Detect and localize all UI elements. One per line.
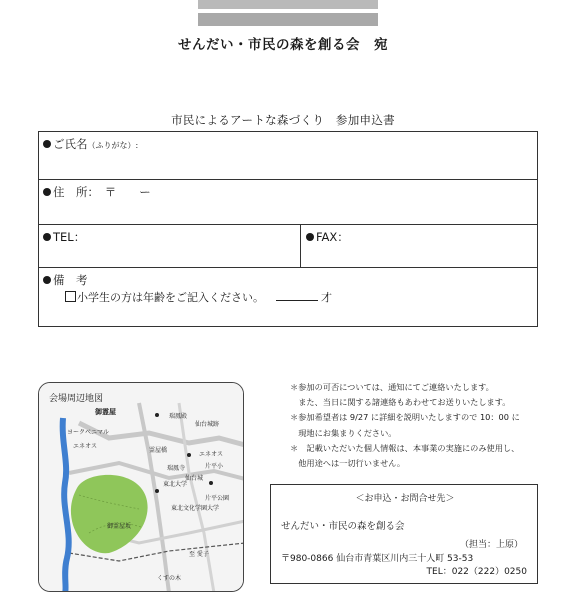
- contact-person: （担当：上原）: [459, 540, 523, 550]
- map-label: 仙台城跡: [195, 421, 220, 428]
- note-line: 現地にお集まりください。: [290, 427, 397, 438]
- elementary-student-checkbox[interactable]: [65, 291, 76, 302]
- bullet-icon: [43, 188, 51, 196]
- map-label: エネオス: [199, 451, 223, 458]
- contact-box: [270, 484, 538, 584]
- note-line: また、当日に関する諸連絡もあわせてお送りいたします。: [290, 397, 511, 408]
- contact-address: 〒980-0866 仙台市青葉区川内三十人町 53-53: [281, 554, 474, 564]
- bullet-icon: [43, 233, 51, 241]
- map-marker: [209, 481, 213, 485]
- name-label: [43, 136, 138, 152]
- age-note-line: [65, 289, 332, 305]
- phone-fax-row: [39, 224, 537, 267]
- map-label: 霊屋橋: [149, 447, 168, 454]
- map-label: 仙台城: [185, 475, 204, 482]
- map-label: 東北文化学園大学: [171, 505, 220, 512]
- map-marker: [187, 453, 191, 457]
- map-label: 至 愛子: [189, 551, 209, 558]
- remarks-row[interactable]: [39, 267, 537, 326]
- tel-label-text: TEL：: [53, 230, 86, 244]
- fax-label[interactable]: [306, 229, 349, 245]
- age-input-blank[interactable]: [276, 291, 318, 301]
- map-label: 御霊屋坂: [107, 523, 132, 530]
- notes-block: [290, 380, 560, 471]
- note-line: ＊参加の可否については、通知にてご連絡いたします。: [290, 382, 494, 392]
- contact-phone: TEL：022（222）0250: [426, 567, 527, 577]
- map-marker: [155, 489, 159, 493]
- remarks-label-text: 備 考: [53, 273, 88, 287]
- tel-label[interactable]: [43, 229, 85, 245]
- bullet-icon: [43, 140, 51, 148]
- note-line: ＊参加希望者は 9/27 に詳細を説明いたしますので 10：00 に: [290, 412, 520, 423]
- contact-organization: せんだい・市民の森を創る会: [281, 521, 405, 532]
- map-marker: [155, 413, 159, 417]
- map-title: 会場周辺地図: [49, 394, 104, 404]
- header-bar-stripe-bottom: [198, 13, 378, 26]
- age-suffix: 才: [321, 291, 332, 304]
- age-note-text: 小学生の方は年齢をご記入ください。: [77, 291, 264, 304]
- map-label: ヨークベニマル: [67, 429, 110, 436]
- bullet-icon: [306, 233, 314, 241]
- note-line: 他用途へは一切行いません。: [290, 458, 406, 469]
- addressee-title: せんだい・市民の森を創る会 宛: [178, 37, 388, 53]
- map-label: 御霊屋: [95, 408, 116, 416]
- map-label: エネオス: [73, 443, 97, 450]
- bullet-icon: [43, 276, 51, 284]
- contact-heading: ＜お申込・お問合せ先＞: [355, 494, 455, 504]
- venue-map: [38, 382, 244, 592]
- name-label-text: ご氏名: [53, 137, 88, 151]
- map-label: 片平小: [205, 463, 224, 470]
- header-bar: [198, 0, 378, 28]
- map-label: 片平公園: [205, 495, 230, 502]
- header-bar-stripe-top: [198, 0, 378, 9]
- address-row[interactable]: [39, 179, 537, 224]
- name-row[interactable]: [39, 132, 537, 179]
- fax-label-text: FAX：: [316, 230, 349, 244]
- furigana-note: （ふりがな）:: [87, 141, 139, 150]
- map-label: 東北大学: [163, 481, 188, 488]
- remarks-label: [43, 272, 88, 288]
- column-divider: [300, 225, 301, 268]
- address-label-text: 住 所： 〒 ー: [53, 185, 151, 199]
- form-title: 市民によるアートな森づくり 参加申込書: [171, 113, 395, 127]
- map-drawing: [39, 383, 244, 592]
- address-label: [43, 184, 151, 200]
- note-line: ＊ 記載いただいた個人情報は、本事業の実施にのみ使用し、: [290, 442, 520, 453]
- map-label: くすの木: [157, 575, 182, 582]
- map-label: 瑞鳳殿: [169, 413, 188, 420]
- map-label: 瑞鳳寺: [167, 465, 186, 472]
- application-form-table: [38, 131, 538, 327]
